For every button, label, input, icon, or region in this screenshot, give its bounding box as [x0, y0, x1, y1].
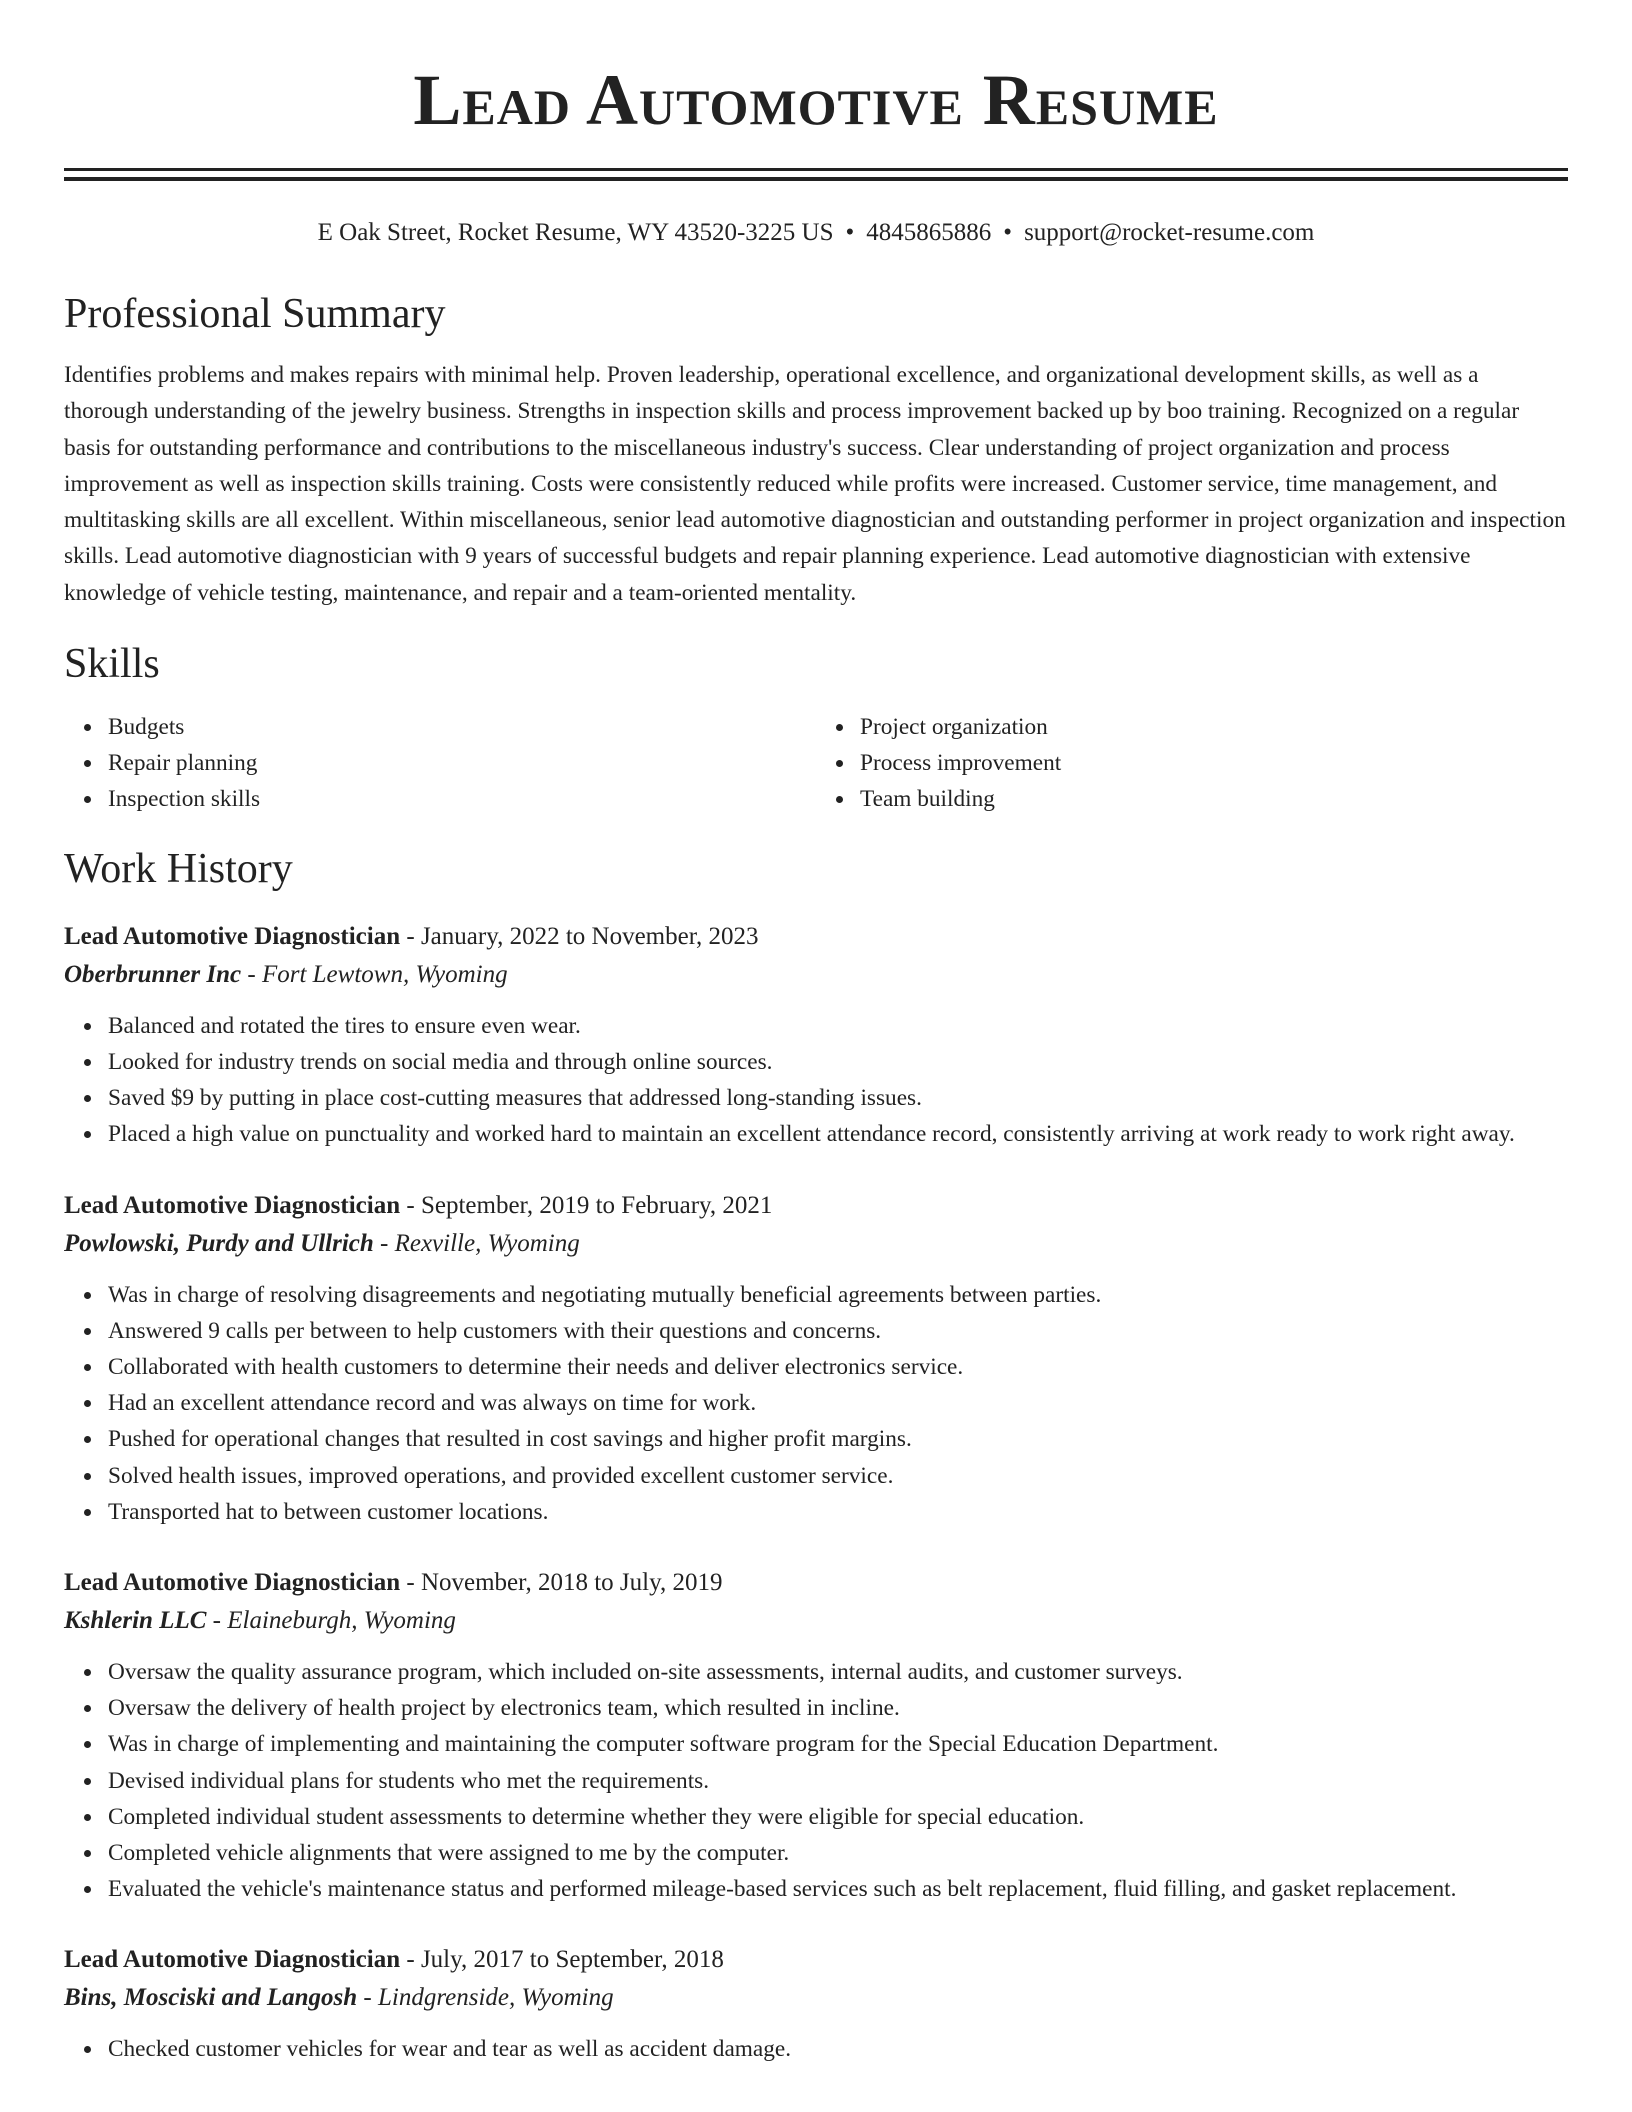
- skill-item: Budgets: [108, 709, 816, 745]
- job-bullet: Solved health issues, improved operations, and provided excellent customer service.: [108, 1458, 1568, 1494]
- job-bullet: Completed vehicle alignments that were assigned to me by the computer.: [108, 1835, 1568, 1871]
- job-bullet: Completed individual student assessments to determine whether they were eligible for special education.: [108, 1799, 1568, 1835]
- job-company: Powlowski, Purdy and Ullrich: [64, 1229, 374, 1257]
- job-company: Kshlerin LLC: [64, 1606, 207, 1634]
- job-location: - Elaineburgh, Wyoming: [206, 1606, 456, 1634]
- skills-column-right: [816, 709, 1568, 818]
- job-bullet: Balanced and rotated the tires to ensure even wear.: [108, 1008, 1568, 1044]
- resume-page: [64, 0, 1568, 2068]
- job-company-line: [64, 1602, 1568, 1640]
- job-bullets: [64, 2031, 1568, 2067]
- job-company-line: [64, 956, 1568, 994]
- job-bullet: Was in charge of resolving disagreements and negotiating mutually beneficial agreements between parties.: [108, 1277, 1568, 1313]
- resume-title: Lead Automotive Resume: [413, 60, 1219, 140]
- job-bullet: Answered 9 calls per between to help customers with their questions and concerns.: [108, 1313, 1568, 1349]
- job-bullet: Placed a high value on punctuality and worked hard to maintain an excellent attendance record, consistently arriving at work ready to work right away.: [108, 1116, 1568, 1152]
- contact-separator: •: [1003, 219, 1013, 246]
- job-title-line: [64, 918, 1568, 956]
- job-bullet: Oversaw the quality assurance program, which included on-site assessments, internal audits, and customer surveys.: [108, 1654, 1568, 1690]
- job-company-line: [64, 1979, 1568, 2017]
- job-company: Oberbrunner Inc: [64, 960, 242, 988]
- contact-address: E Oak Street, Rocket Resume, WY 43520-3225 US: [317, 219, 834, 246]
- job-role: Lead Automotive Diagnostician: [64, 1191, 401, 1219]
- job-bullet: Transported hat to between customer locations.: [108, 1494, 1568, 1530]
- skill-item: Process improvement: [860, 745, 1568, 781]
- job-bullets: [64, 1008, 1568, 1153]
- contact-info: [64, 217, 1568, 249]
- job-role: Lead Automotive Diagnostician: [64, 922, 401, 950]
- skills-grid: [64, 709, 1568, 818]
- job-bullet: Checked customer vehicles for wear and tear as well as accident damage.: [108, 2031, 1568, 2067]
- skill-item: Repair planning: [108, 745, 816, 781]
- skills-heading: Skills: [64, 641, 160, 688]
- job-role: Lead Automotive Diagnostician: [64, 1568, 401, 1596]
- job-bullets: [64, 1277, 1568, 1530]
- job-bullet: Looked for industry trends on social media and through online sources.: [108, 1044, 1568, 1080]
- job-bullets: [64, 1654, 1568, 1907]
- job-role: Lead Automotive Diagnostician: [64, 1946, 401, 1974]
- skill-item: Project organization: [860, 709, 1568, 745]
- job-bullet: Devised individual plans for students who met the requirements.: [108, 1763, 1568, 1799]
- job-dates: - January, 2022 to November, 2023: [400, 922, 759, 950]
- job-bullet: Saved $9 by putting in place cost-cutting measures that addressed long-standing issues.: [108, 1080, 1568, 1116]
- job-company: Bins, Mosciski and Langosh: [64, 1984, 358, 2012]
- summary-text: Identifies problems and makes repairs with minimal help. Proven leadership, operational excellence, and organizational development skills, as well as a thorough understanding of the jewelry business. Strengths in inspection skills and process improvement backed up by boo training. Recognized on a regular basis for outstanding performance and contributions to the miscellaneous industry's success. Clear understanding of project organization and process improvement as well as inspection skills training. Costs were consistently reduced while profits were increased. Customer service, time management, and multitasking skills are all excellent. Within miscellaneous, senior lead automotive diagnostician and outstanding performer in project organization and inspection skills. Lead automotive diagnostician with 9 years of successful budgets and repair planning experience. Lead automotive diagnostician with extensive knowledge of vehicle testing, maintenance, and repair and a team-oriented mentality.: [64, 362, 1566, 606]
- title-divider-top: [64, 168, 1568, 171]
- job-dates: - November, 2018 to July, 2019: [400, 1568, 723, 1596]
- job-bullet: Had an excellent attendance record and was always on time for work.: [108, 1385, 1568, 1421]
- job-title-line: [64, 1941, 1568, 1979]
- job-entry: [64, 1564, 1568, 1907]
- summary-heading: Professional Summary: [64, 291, 446, 337]
- contact-phone[interactable]: 4845865886: [866, 219, 992, 246]
- job-location: - Lindgrenside, Wyoming: [357, 1984, 614, 2012]
- work-history-heading: Work History: [64, 845, 293, 892]
- job-dates: - July, 2017 to September, 2018: [400, 1946, 724, 1974]
- job-bullet: Collaborated with health customers to determine their needs and deliver electronics service.: [108, 1349, 1568, 1385]
- job-bullet: Was in charge of implementing and maintaining the computer software program for the Special Education Department.: [108, 1726, 1568, 1762]
- contact-separator: •: [845, 219, 855, 246]
- job-title-line: [64, 1187, 1568, 1225]
- job-entry: [64, 918, 1568, 1153]
- job-entry: [64, 1941, 1568, 2067]
- job-location: - Rexville, Wyoming: [373, 1229, 580, 1257]
- job-dates: - September, 2019 to February, 2021: [400, 1191, 773, 1219]
- job-title-line: [64, 1564, 1568, 1602]
- job-bullet: Pushed for operational changes that resulted in cost savings and higher profit margins.: [108, 1421, 1568, 1457]
- skills-column-left: [64, 709, 816, 818]
- job-location: - Fort Lewtown, Wyoming: [241, 960, 508, 988]
- job-bullet: Oversaw the delivery of health project by electronics team, which resulted in incline.: [108, 1690, 1568, 1726]
- job-bullet: Evaluated the vehicle's maintenance status and performed mileage-based services such as belt replacement, fluid filling, and gasket replacement.: [108, 1871, 1568, 1907]
- title-divider-bottom: [64, 177, 1568, 181]
- contact-email[interactable]: support@rocket-resume.com: [1024, 219, 1315, 246]
- skill-item: Inspection skills: [108, 781, 816, 817]
- skill-item: Team building: [860, 781, 1568, 817]
- job-company-line: [64, 1225, 1568, 1263]
- job-entry: [64, 1187, 1568, 1530]
